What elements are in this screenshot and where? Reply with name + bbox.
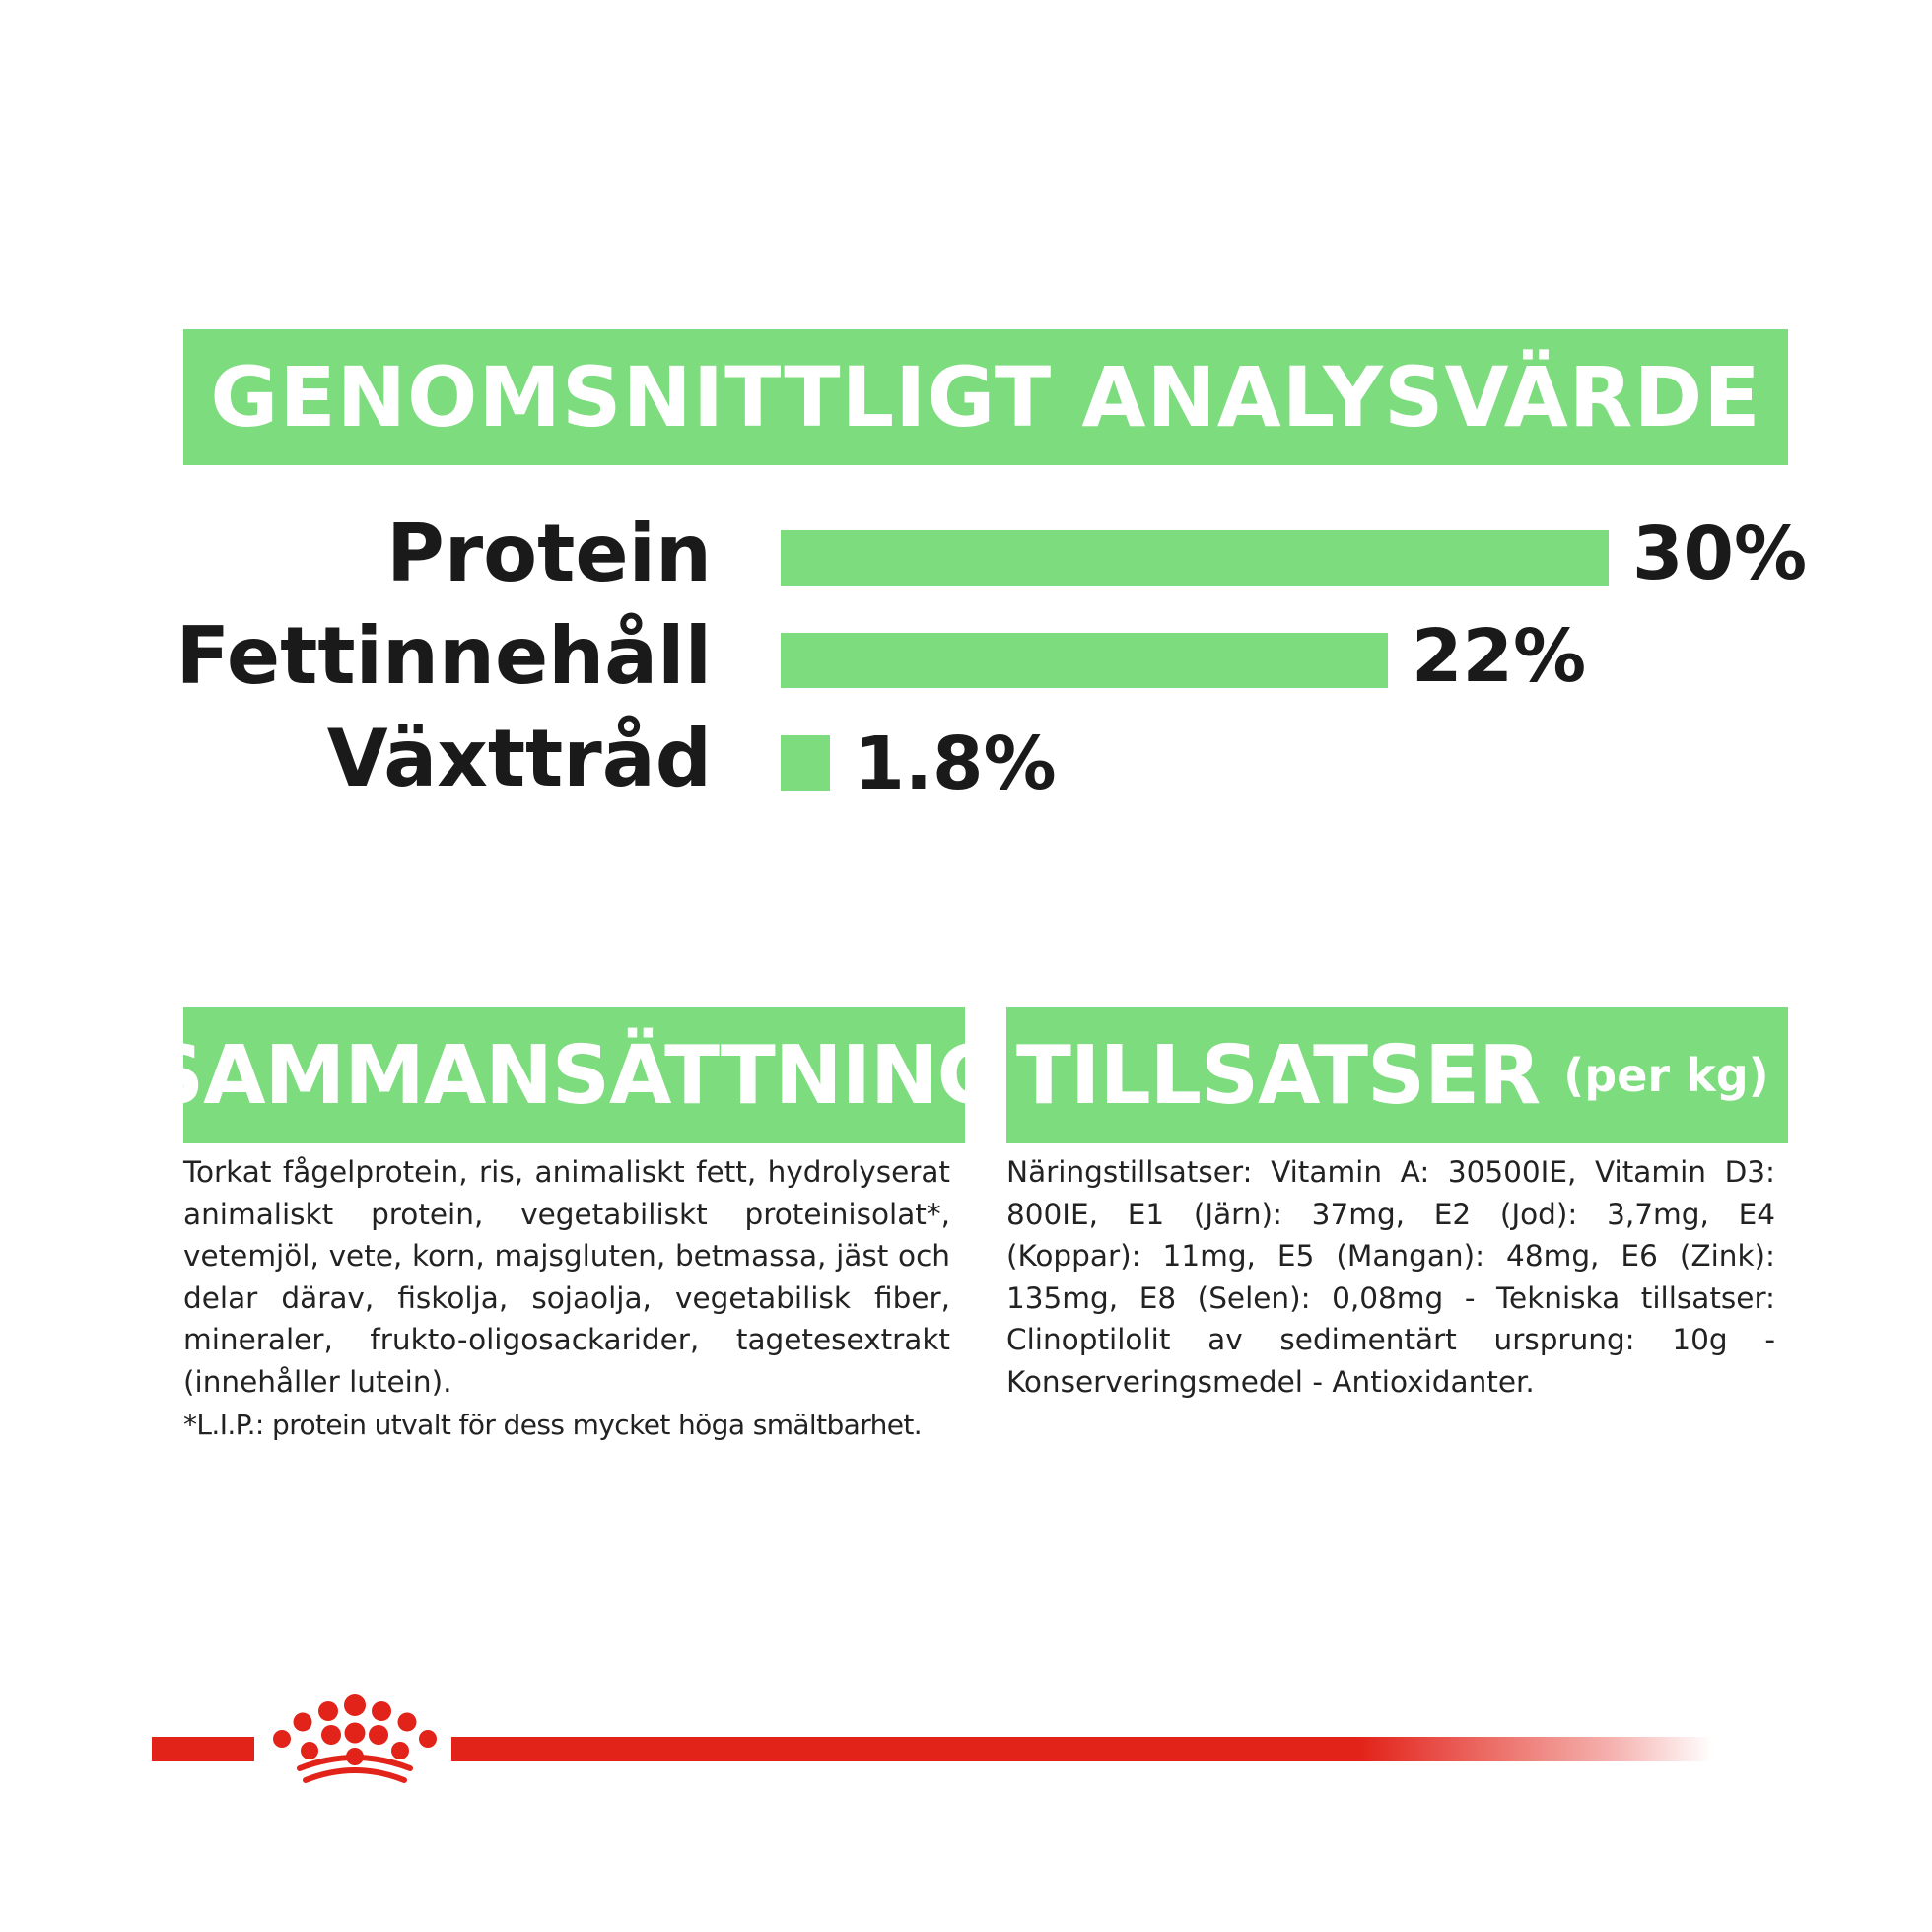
nutrient-label-fat: Fettinnehåll [175,610,712,702]
composition-title: SAMMANSÄTTNING [146,1028,1002,1123]
additives-title-banner [1006,1007,1788,1143]
nutrient-bar-fat [781,633,1388,688]
composition-text: Torkat fågelprotein, ris, animaliskt fett, hydrolyserat animaliskt protein, vegetabiliskt proteinisolat*, vetemjöl, vete, korn, majsgluten, betmassa, jäst och delar därav, fiskolja, sojaolja, vegetabilisk fiber, mineraler, frukto-oligosackarider, tagetesextrakt (innehåller lutein). [183,1155,950,1399]
footer-line-left [152,1737,254,1761]
footer-line-right [451,1737,1713,1761]
additives-title: TILLSATSER [1016,1028,1541,1123]
crown-logo-icon [266,1691,444,1790]
nutrient-label-fiber: Växttråd [326,713,712,804]
nutrient-value-fiber: 1.8% [854,722,1057,806]
nutrient-value-fat: 22% [1412,614,1587,699]
additives-text: Näringstillsatser: Vitamin A: 30500IE, Vitamin D3: 800IE, E1 (Järn): 37mg, E2 (Jod): 3,7mg, E4 (Koppar): 11mg, E5 (Mangan): 48mg, E6 (Zink): 135mg, E8 (Selen): 0,08mg - Tekniska tillsatser: Clinoptilolit av sedimentärt ursprung: 10g - Konserveringsmedel - Antioxidanter. [1006,1155,1775,1399]
composition-title-banner [146,1007,1002,1143]
nutrient-bar-protein [781,530,1609,586]
nutrient-value-protein: 30% [1632,512,1808,596]
analysis-title: GENOMSNITTLIGT ANALYSVÄRDE [210,349,1761,446]
analysis-title-banner [183,329,1788,465]
nutrient-bar-fiber [781,735,830,791]
additives-subtitle: (per kg) [1563,1049,1769,1102]
composition-footnote: *L.I.P.: protein utvalt för dess mycket höga smältbarhet. [183,1409,923,1441]
nutrient-label-protein: Protein [386,508,712,599]
